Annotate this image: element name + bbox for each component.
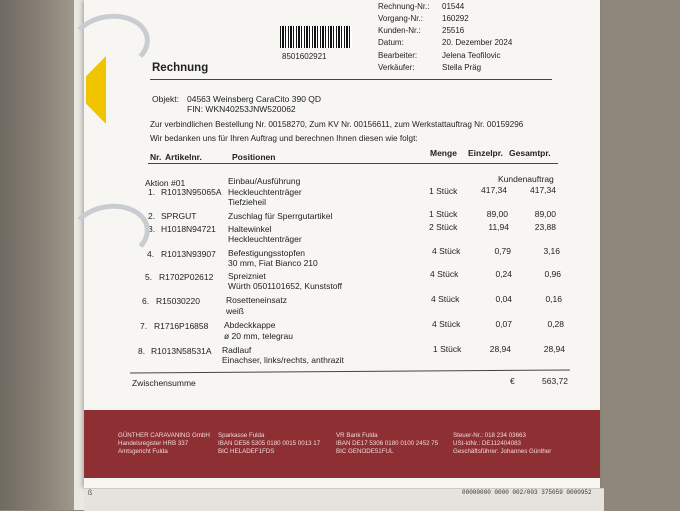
row-gesamt: 28,94 <box>543 344 565 354</box>
objekt-line1: 04563 Weinsberg CaraCito 390 QD <box>187 94 322 104</box>
row-desc1: Haltewinkel <box>228 224 272 234</box>
row-artikel: R1702P02612 <box>159 272 214 282</box>
datum-label: Datum: <box>378 38 404 47</box>
row-gesamt: 0,96 <box>544 269 561 279</box>
row-menge: 1 Stück <box>433 344 462 354</box>
header-divider <box>148 163 558 164</box>
row-menge: 4 Stück <box>432 319 461 329</box>
datum: 20. Dezember 2024 <box>442 38 513 47</box>
row-artikel: R1013N93907 <box>161 249 216 259</box>
managing-director: Geschäftsführer: Johannes Günther <box>453 448 552 455</box>
next-sheet-edge <box>84 488 604 511</box>
intro-line1: Zur verbindlichen Bestellung Nr. 00158270, Zum KV Nr. 00156611, zum Werkstattauftrag Nr. 00159296 <box>150 120 524 129</box>
kunden-nr: 25516 <box>442 26 465 35</box>
row-einzel: 0,04 <box>495 294 512 304</box>
row-desc2: 30 mm, Fiat Bianco 210 <box>228 258 318 268</box>
row-artikel: R15030220 <box>156 296 200 306</box>
rechnung-nr: 01544 <box>442 2 465 11</box>
row-desc1: Abdeckkappe <box>224 320 276 330</box>
group-title: Einbau/Ausführung <box>228 176 301 186</box>
page-title: Rechnung <box>152 62 209 74</box>
bank2-iban: IBAN DE17 5306 0180 0100 2452 75 <box>336 440 439 447</box>
invoice-page <box>84 0 600 488</box>
header-nr: Nr. <box>150 152 162 162</box>
bank1-name: Sparkasse Fulda <box>218 432 265 439</box>
row-gesamt: 0,16 <box>545 294 562 304</box>
title-divider <box>150 79 552 80</box>
bottom-code: 00000000 0000 002/003 375059 0000952 <box>462 489 592 496</box>
row-gesamt: 89,00 <box>534 209 556 219</box>
objekt-label: Objekt: <box>152 94 179 104</box>
row-menge: 4 Stück <box>432 246 461 256</box>
row-menge: 1 Stück <box>429 186 458 196</box>
row-nr: 3. <box>148 224 156 234</box>
currency-symbol: € <box>510 376 515 386</box>
kundenauftrag-label: Kundenauftrag <box>498 174 554 184</box>
barcode <box>280 26 352 48</box>
subtotal-divider <box>130 369 570 373</box>
header-positionen: Positionen <box>232 152 276 162</box>
verkaeufer-label: Verkäufer: <box>378 63 415 72</box>
binder-spine <box>0 0 84 510</box>
row-artikel: SPRGUT <box>161 211 197 221</box>
row-artikel: H1018N94721 <box>161 224 216 234</box>
footer-company <box>118 432 210 456</box>
row-desc1: Spreizniet <box>228 271 266 281</box>
subtotal-label: Zwischensumme <box>132 378 196 388</box>
vorgang-nr: 160292 <box>442 14 469 23</box>
barcode-number: 8501602921 <box>282 52 327 61</box>
company-name: GÜNTHER CARAVANING GmbH <box>118 432 210 439</box>
bank2-bic: BIC GENODE51FUL <box>336 448 394 455</box>
row-desc2: Würth 0501101652, Kunststoff <box>228 281 343 291</box>
row-gesamt: 23,88 <box>534 222 556 232</box>
row-desc2: Tiefzieheil <box>228 197 266 207</box>
row-einzel: 417,34 <box>481 185 507 195</box>
row-nr: 5. <box>145 272 153 282</box>
footer-bank2 <box>336 432 438 456</box>
vorgang-nr-label: Vorgang-Nr.: <box>378 14 423 23</box>
row-desc2: Einachser, links/rechts, anthrazit <box>222 355 344 365</box>
row-menge: 4 Stück <box>431 294 460 304</box>
row-einzel: 0,79 <box>494 246 511 256</box>
row-einzel: 0,07 <box>495 319 512 329</box>
row-desc1: Radlauf <box>222 345 252 355</box>
row-nr: 6. <box>142 296 150 306</box>
row-desc2: ø 20 mm, telegrau <box>224 331 293 341</box>
row-desc2: weiß <box>226 306 244 316</box>
row-nr: 4. <box>147 249 155 259</box>
aktion-label: Aktion #01 <box>145 178 186 188</box>
row-desc1: Rosetteneinsatz <box>226 295 287 305</box>
header-einzelpr: Einzelpr. <box>468 148 503 158</box>
footer-bank1 <box>218 432 320 456</box>
bearbeiter: Jelena Teofilovic <box>442 51 501 60</box>
footer-band <box>84 410 600 478</box>
row-desc1: Heckleuchtenträger <box>228 187 302 197</box>
objekt-line2: FIN: WKN40253JNW520062 <box>187 104 296 114</box>
header-artikelnr: Artikelnr. <box>165 152 202 162</box>
row-artikel: R1013N95065A <box>161 187 222 197</box>
row-artikel: R1013N58531A <box>151 346 212 356</box>
row-desc2: Heckleuchtenträger <box>228 234 302 244</box>
footer-tax <box>453 432 551 456</box>
verkaeufer: Stella Präg <box>442 63 482 72</box>
row-nr: 2. <box>148 211 156 221</box>
tax-number: Steuer-Nr.: 018 234 03663 <box>453 432 526 439</box>
header-gesamtpr: Gesamtpr. <box>509 148 551 158</box>
row-menge: 4 Stück <box>430 269 459 279</box>
company-court: Amtsgericht Fulda <box>118 448 168 455</box>
row-desc1: Befestigungsstopfen <box>228 248 306 258</box>
row-einzel: 89,00 <box>486 209 508 219</box>
row-nr: 8. <box>138 346 146 356</box>
row-gesamt: 417,34 <box>530 185 556 195</box>
sheet-mark: ß <box>88 490 93 497</box>
company-register: Handelsregister HRB 337 <box>118 440 189 447</box>
row-gesamt: 3,16 <box>543 246 560 256</box>
row-einzel: 11,94 <box>488 222 509 232</box>
row-desc1: Zuschlag für Sperrgutartikel <box>228 211 333 221</box>
bank2-name: VR Bank Fulda <box>336 432 378 439</box>
row-menge: 1 Stück <box>429 209 458 219</box>
row-einzel: 0,24 <box>495 269 512 279</box>
row-artikel: R1716P16858 <box>154 321 209 331</box>
row-menge: 2 Stück <box>429 222 458 232</box>
kunden-nr-label: Kunden-Nr.: <box>378 26 421 35</box>
bank1-bic: BIC HELADEF1FDS <box>218 448 275 455</box>
row-einzel: 28,94 <box>489 344 511 354</box>
row-nr: 7. <box>140 321 148 331</box>
header-menge: Menge <box>430 148 457 158</box>
bearbeiter-label: Bearbeiter: <box>378 51 418 60</box>
subtotal-value: 563,72 <box>542 376 568 386</box>
rechnung-nr-label: Rechnung-Nr.: <box>378 2 430 11</box>
row-gesamt: 0,28 <box>547 319 564 329</box>
intro-line2: Wir bedanken uns für Ihren Auftrag und berechnen Ihnen diesen wie folgt: <box>150 134 418 143</box>
row-nr: 1. <box>148 187 156 197</box>
bank1-iban: IBAN DE56 5305 0180 0015 0013 17 <box>218 440 321 447</box>
vat-id: USt-IdNr.: DE112404083 <box>453 440 521 447</box>
